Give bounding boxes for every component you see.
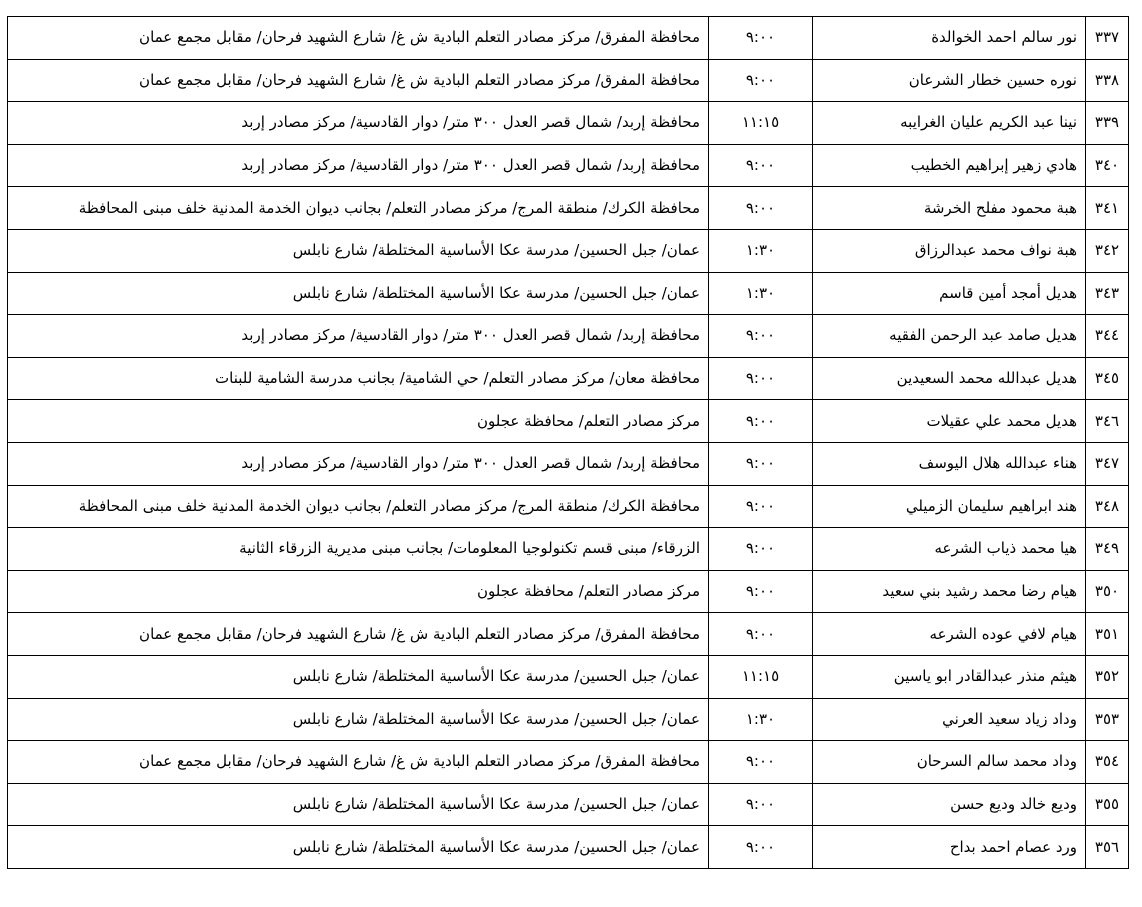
exam-time: ٩:٠٠ [709, 144, 813, 187]
person-name: وداد زياد سعيد العرني [813, 698, 1086, 741]
exam-location: محافظة إربد/ شمال قصر العدل ٣٠٠ متر/ دوار القادسية/ مركز مصادر إربد [8, 315, 709, 358]
person-name: وداد محمد سالم السرحان [813, 741, 1086, 784]
table-row [8, 229, 1129, 272]
exam-location: محافظة الكرك/ منطقة المرج/ مركز مصادر التعلم/ بجانب ديوان الخدمة المدنية خلف مبنى المحافظة [8, 187, 709, 230]
table-row [8, 655, 1129, 698]
person-name: ورد عصام احمد بداح [813, 826, 1086, 869]
exam-location: عمان/ جبل الحسين/ مدرسة عكا الأساسية المختلطة/ شارع نابلس [8, 826, 709, 869]
table-row [8, 698, 1129, 741]
exam-time: ٩:٠٠ [709, 187, 813, 230]
table-row [8, 400, 1129, 443]
exam-schedule-table [7, 16, 1129, 869]
table-row [8, 613, 1129, 656]
person-name: هديل محمد علي عقيلات [813, 400, 1086, 443]
exam-time: ٩:٠٠ [709, 826, 813, 869]
exam-time: ٩:٠٠ [709, 400, 813, 443]
table-row [8, 102, 1129, 145]
exam-location: مركز مصادر التعلم/ محافظة عجلون [8, 400, 709, 443]
exam-time: ٩:٠٠ [709, 613, 813, 656]
table-row [8, 144, 1129, 187]
table-row [8, 272, 1129, 315]
row-number: ٣٥٥ [1086, 783, 1129, 826]
row-number: ٣٥١ [1086, 613, 1129, 656]
exam-time: ٩:٠٠ [709, 315, 813, 358]
exam-location: محافظة الكرك/ منطقة المرج/ مركز مصادر التعلم/ بجانب ديوان الخدمة المدنية خلف مبنى المحافظة [8, 485, 709, 528]
row-number: ٣٤٢ [1086, 229, 1129, 272]
row-number: ٣٤١ [1086, 187, 1129, 230]
exam-location: مركز مصادر التعلم/ محافظة عجلون [8, 570, 709, 613]
person-name: نوره حسين خطار الشرعان [813, 59, 1086, 102]
row-number: ٣٥٤ [1086, 741, 1129, 784]
person-name: هيا محمد ذياب الشرعه [813, 528, 1086, 571]
exam-location: عمان/ جبل الحسين/ مدرسة عكا الأساسية المختلطة/ شارع نابلس [8, 229, 709, 272]
exam-time: ٩:٠٠ [709, 485, 813, 528]
row-number: ٣٤٤ [1086, 315, 1129, 358]
table-row [8, 187, 1129, 230]
row-number: ٣٤٥ [1086, 357, 1129, 400]
person-name: هبة نواف محمد عبدالرزاق [813, 229, 1086, 272]
person-name: هيثم منذر عبدالقادر ابو ياسين [813, 655, 1086, 698]
exam-location: محافظة المفرق/ مركز مصادر التعلم البادية ش غ/ شارع الشهيد فرحان/ مقابل مجمع عمان [8, 59, 709, 102]
row-number: ٣٣٧ [1086, 17, 1129, 60]
exam-location: الزرقاء/ مبنى قسم تكنولوجيا المعلومات/ بجانب مبنى مديرية الزرقاء الثانية [8, 528, 709, 571]
person-name: هيام لافي عوده الشرعه [813, 613, 1086, 656]
row-number: ٣٤٩ [1086, 528, 1129, 571]
person-name: هديل أمجد أمين قاسم [813, 272, 1086, 315]
row-number: ٣٣٨ [1086, 59, 1129, 102]
exam-location: محافظة المفرق/ مركز مصادر التعلم البادية ش غ/ شارع الشهيد فرحان/ مقابل مجمع عمان [8, 613, 709, 656]
table-row [8, 442, 1129, 485]
table-row [8, 528, 1129, 571]
exam-time: ٩:٠٠ [709, 357, 813, 400]
exam-time: ٩:٠٠ [709, 741, 813, 784]
exam-location: محافظة معان/ مركز مصادر التعلم/ حي الشامية/ بجانب مدرسة الشامية للبنات [8, 357, 709, 400]
row-number: ٣٥٣ [1086, 698, 1129, 741]
table-row [8, 17, 1129, 60]
exam-location: محافظة المفرق/ مركز مصادر التعلم البادية ش غ/ شارع الشهيد فرحان/ مقابل مجمع عمان [8, 741, 709, 784]
exam-time: ٩:٠٠ [709, 570, 813, 613]
person-name: هيام رضا محمد رشيد بني سعيد [813, 570, 1086, 613]
exam-location: عمان/ جبل الحسين/ مدرسة عكا الأساسية المختلطة/ شارع نابلس [8, 783, 709, 826]
exam-time: ١:٣٠ [709, 698, 813, 741]
person-name: نور سالم احمد الخوالدة [813, 17, 1086, 60]
row-number: ٣٥٦ [1086, 826, 1129, 869]
person-name: هند ابراهيم سليمان الزميلي [813, 485, 1086, 528]
person-name: هديل عبدالله محمد السعيدين [813, 357, 1086, 400]
row-number: ٣٤٨ [1086, 485, 1129, 528]
row-number: ٣٥٢ [1086, 655, 1129, 698]
person-name: وديع خالد وديع حسن [813, 783, 1086, 826]
row-number: ٣٤٣ [1086, 272, 1129, 315]
exam-location: عمان/ جبل الحسين/ مدرسة عكا الأساسية المختلطة/ شارع نابلس [8, 655, 709, 698]
exam-time: ١:٣٠ [709, 272, 813, 315]
exam-location: محافظة إربد/ شمال قصر العدل ٣٠٠ متر/ دوار القادسية/ مركز مصادر إربد [8, 102, 709, 145]
row-number: ٣٤٠ [1086, 144, 1129, 187]
table-body [8, 17, 1129, 869]
exam-time: ٩:٠٠ [709, 528, 813, 571]
exam-time: ٩:٠٠ [709, 442, 813, 485]
person-name: نينا عبد الكريم عليان الغرايبه [813, 102, 1086, 145]
exam-time: ٩:٠٠ [709, 783, 813, 826]
table-row [8, 826, 1129, 869]
row-number: ٣٣٩ [1086, 102, 1129, 145]
table-row [8, 485, 1129, 528]
person-name: هادي زهير إبراهيم الخطيب [813, 144, 1086, 187]
exam-time: ١١:١٥ [709, 102, 813, 145]
person-name: هديل صامد عبد الرحمن الفقيه [813, 315, 1086, 358]
row-number: ٣٥٠ [1086, 570, 1129, 613]
exam-location: عمان/ جبل الحسين/ مدرسة عكا الأساسية المختلطة/ شارع نابلس [8, 698, 709, 741]
table-row [8, 570, 1129, 613]
exam-time: ١١:١٥ [709, 655, 813, 698]
table-row [8, 783, 1129, 826]
table-row [8, 741, 1129, 784]
exam-time: ٩:٠٠ [709, 59, 813, 102]
table-row [8, 357, 1129, 400]
exam-location: عمان/ جبل الحسين/ مدرسة عكا الأساسية المختلطة/ شارع نابلس [8, 272, 709, 315]
row-number: ٣٤٧ [1086, 442, 1129, 485]
table-row [8, 315, 1129, 358]
exam-time: ٩:٠٠ [709, 17, 813, 60]
exam-location: محافظة المفرق/ مركز مصادر التعلم البادية ش غ/ شارع الشهيد فرحان/ مقابل مجمع عمان [8, 17, 709, 60]
exam-time: ١:٣٠ [709, 229, 813, 272]
row-number: ٣٤٦ [1086, 400, 1129, 443]
exam-location: محافظة إربد/ شمال قصر العدل ٣٠٠ متر/ دوار القادسية/ مركز مصادر إربد [8, 442, 709, 485]
person-name: هبة محمود مفلح الخرشة [813, 187, 1086, 230]
person-name: هناء عبدالله هلال اليوسف [813, 442, 1086, 485]
exam-location: محافظة إربد/ شمال قصر العدل ٣٠٠ متر/ دوار القادسية/ مركز مصادر إربد [8, 144, 709, 187]
table-row [8, 59, 1129, 102]
